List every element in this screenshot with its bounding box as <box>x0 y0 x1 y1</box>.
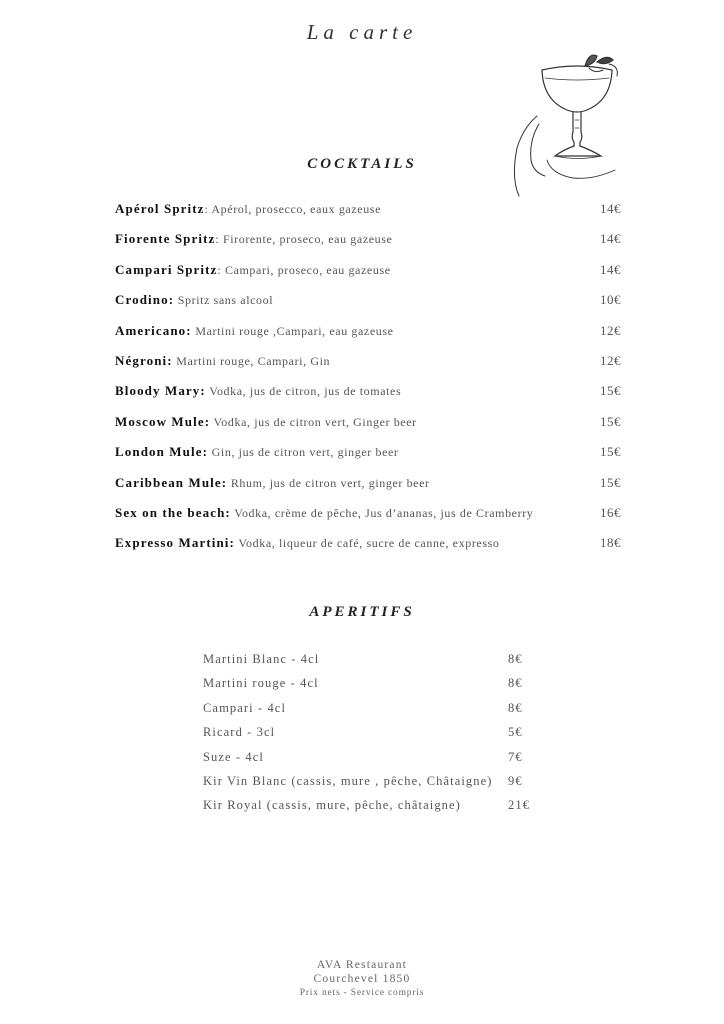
cocktail-name: Caribbean Mule: <box>115 474 228 490</box>
cocktail-description: Vodka, liqueur de café, sucre de canne, expresso <box>238 536 500 551</box>
cocktail-price: 12€ <box>600 352 621 368</box>
cocktail-price: 14€ <box>600 231 621 247</box>
cocktail-item <box>115 353 625 383</box>
aperitif-price: 8€ <box>508 652 523 666</box>
cocktail-name: London Mule: <box>115 444 209 460</box>
cocktail-description: Vodka, crème de pêche, Jus d’ananas, jus de Cramberry <box>234 505 534 520</box>
page-title: La carte <box>306 20 418 44</box>
cocktail-item <box>115 475 625 505</box>
cocktail-name: Campari Spritz <box>115 261 218 277</box>
aperitif-name: Suze - 4cl <box>203 749 264 764</box>
aperitif-price: 7€ <box>508 749 523 764</box>
aperitif-price: 9€ <box>508 773 523 788</box>
aperitif-item <box>203 750 543 774</box>
cocktail-text <box>115 323 394 339</box>
aperitif-item <box>203 774 543 798</box>
cocktail-item <box>115 505 625 535</box>
aperitif-price: 8€ <box>508 700 523 715</box>
aperitifs-heading: APERITIFS <box>309 604 415 620</box>
aperitif-item <box>203 798 543 822</box>
cocktail-name: Expresso Martini: <box>115 535 235 551</box>
cocktail-item <box>115 262 625 292</box>
cocktail-text <box>115 414 417 430</box>
cocktail-description: Spritz sans alcool <box>177 293 274 308</box>
cocktail-item <box>115 201 625 231</box>
aperitif-price: 8€ <box>508 676 523 691</box>
cocktail-description: Martini rouge, Campari, Gin <box>176 353 331 368</box>
cocktail-price: 14€ <box>600 261 621 277</box>
cocktail-description: Martini rouge ,Campari, eau gazeuse <box>195 323 394 338</box>
cocktail-text <box>115 535 499 551</box>
cocktail-name: Americano: <box>115 322 192 338</box>
cocktail-text <box>115 262 391 278</box>
cocktail-separator: : <box>204 202 212 216</box>
cocktail-text <box>115 383 401 399</box>
footer-restaurant: AVA Restaurant <box>316 959 408 971</box>
cocktail-text <box>115 231 392 247</box>
aperitif-name: Martini rouge - 4cl <box>203 676 319 691</box>
aperitif-name: Ricard - 3cl <box>203 725 276 740</box>
aperitif-name: Kir Vin Blanc (cassis, mure , pêche, Châtaigne) <box>203 773 493 788</box>
cocktail-description: Rhum, jus de citron vert, ginger beer <box>230 475 430 490</box>
aperitif-item <box>203 701 543 725</box>
cocktail-price: 15€ <box>600 474 621 490</box>
cocktail-description: Vodka, jus de citron, jus de tomates <box>209 384 402 399</box>
aperitif-price: 5€ <box>508 725 523 740</box>
aperitif-item <box>203 725 543 749</box>
cocktail-item <box>115 323 625 353</box>
cocktail-description: Vodka, jus de citron vert, Ginger beer <box>213 414 417 429</box>
cocktail-name: Bloody Mary: <box>115 383 206 399</box>
footer-note: Prix nets - Service compris <box>299 988 425 998</box>
cocktail-list <box>115 201 625 566</box>
cocktail-text <box>115 505 533 521</box>
aperitif-name: Martini Blanc - 4cl <box>203 652 320 666</box>
cocktail-text <box>115 201 381 217</box>
cocktail-name: Négroni: <box>115 352 173 368</box>
cocktail-item <box>115 535 625 565</box>
cocktail-separator: : <box>217 262 225 277</box>
aperitif-price: 21€ <box>508 798 531 813</box>
cocktail-item <box>115 414 625 444</box>
cocktail-price: 15€ <box>600 444 621 460</box>
aperitif-item <box>203 676 543 700</box>
cocktail-description: Campari, proseco, eau gazeuse <box>224 262 391 277</box>
aperitif-item <box>203 652 543 676</box>
footer <box>0 958 724 1000</box>
cocktail-price: 15€ <box>600 383 621 399</box>
aperitif-name: Campari - 4cl <box>203 700 287 715</box>
cocktail-price: 16€ <box>600 504 621 520</box>
footer-location: Courchevel 1850 <box>313 973 411 985</box>
cocktails-heading: COCKTAILS <box>307 156 417 172</box>
aperitif-name: Kir Royal (cassis, mure, pêche, châtaigne) <box>203 798 461 813</box>
cocktail-text <box>115 444 399 460</box>
cocktail-name: Moscow Mule: <box>115 413 211 429</box>
cocktail-item <box>115 444 625 474</box>
cocktail-description: Apérol, prosecco, eaux gazeuse <box>211 202 381 216</box>
cocktail-price: 12€ <box>600 322 621 338</box>
cocktail-name: Crodino: <box>115 292 175 308</box>
cocktail-description: Firorente, proseco, eau gazeuse <box>222 232 393 247</box>
cocktail-item <box>115 231 625 261</box>
aperitif-list <box>203 652 543 823</box>
cocktail-name: Apérol Spritz <box>115 201 205 216</box>
cocktail-price: 15€ <box>600 413 621 429</box>
cocktail-item <box>115 292 625 322</box>
cocktail-text <box>115 475 430 491</box>
cocktail-item <box>115 383 625 413</box>
cocktail-name: Fiorente Spritz <box>115 231 216 247</box>
cocktail-description: Gin, jus de citron vert, ginger beer <box>211 445 399 460</box>
cocktail-glass-icon <box>505 48 640 198</box>
cocktail-price: 14€ <box>600 201 621 216</box>
cocktail-separator: : <box>215 232 223 247</box>
cocktail-price: 18€ <box>600 535 621 551</box>
cocktail-text <box>115 353 330 369</box>
cocktail-text <box>115 292 273 308</box>
cocktail-name: Sex on the beach: <box>115 504 231 520</box>
cocktail-price: 10€ <box>600 292 621 308</box>
